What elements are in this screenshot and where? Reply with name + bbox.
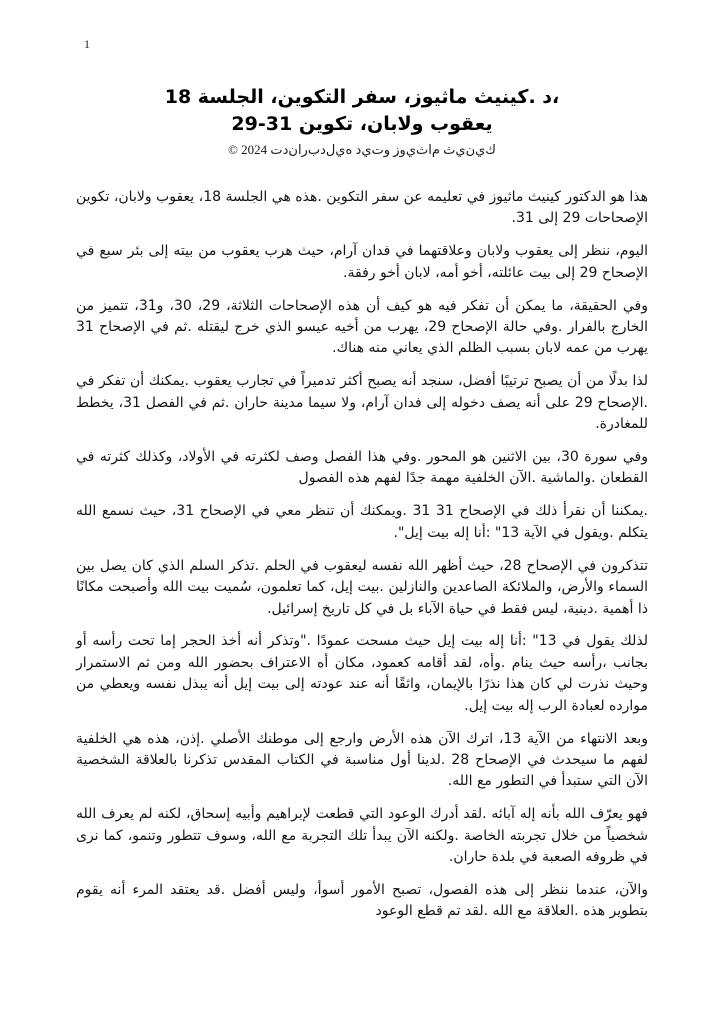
paragraph: وبعد الانتهاء من الآية 13، اترك الآن هذه الأرض وارجع إلى موطنك الأصلي .إذن، هذه هي الخلفية لفهم ما سيحدث في الإصحاح 28 .لدينا أول مناسبة في الكتاب المقدس تذكرنا بالعلاقة الشخصية الآن التي ستبدأ في التطور مع الله. — [76, 730, 648, 790]
body-text — [76, 187, 648, 923]
paragraph: هذا هو الدكتور كينيث ماثيوز في تعليمه عن سفر التكوين .هذه هي الجلسة 18، يعقوب ولابان، تكوين الإصحاحات 29 إلى 31. — [76, 189, 648, 227]
document-title — [76, 84, 648, 138]
title-line-2: يعقوب ولابان، تكوين 31-29 — [231, 113, 493, 135]
page-number: 1 — [84, 37, 90, 51]
paragraph: لذا بدلًا من أن يصبح ترتيبًا أفضل، سنجد أنه يصبح أكثر تدميراً في تجارب يعقوب .يمكنك أن تفكر في .الإصحاح 29 على أنه يصف دخوله إلى فدان آرام، ولا سيما مدينة حاران .ثم في الفصل 31، يخطط للمغادرة. — [76, 373, 648, 433]
paragraph: اليوم، ننظر إلى يعقوب ولابان وعلاقتهما في فدان آرام، حيث هرب يعقوب من بيته إلى بئر سبع في الإصحاح 29 إلى بيت عائلته، أخو أمه، لابان أخو رفقة. — [76, 243, 648, 281]
paragraph: والآن، عندما ننظر إلى هذه الفصول، تصبح الأمور أسوأ، وليس أفضل .قد يعتقد المرء أنه يقوم بتطوير هذه .العلاقة مع الله .لقد تم قطع الوعود — [76, 881, 648, 920]
paragraph: وفي الحقيقة، ما يمكن أن تفكر فيه هو كيف أن هذه الإصحاحات الثلاثة، 29، 30، و31، تتميز من الخارج بالفرار .وفي حالة الإصحاح 29، يهرب من أخيه عيسو الذي خرج ليقتله .ثم في الإصحاح 31 يهرب من عمه لابان بسبب الظلم الذي يعاني منه هناك. — [76, 297, 648, 357]
paragraph: .يمكننا أن نقرأ ذلك في الإصحاح 31 31 .ويمكنك أن تنظر معي في الإصحاح 31، حيث نسمع الله يتكلم .ويقول في الآية 13" :أنا إله بيت إيل". — [76, 503, 648, 541]
title-line-1: ،د .كينيث ماثيوز، سفر التكوين، الجلسة 18 — [164, 86, 560, 108]
paragraph: وفي سورة 30، بين الاثنين هو المحور .وفي هذا الفصل وصف لكثرته في الأولاد، وكذلك كثرته في القطعان .والماشية .الآن الخلفية مهمة جدًا لفهم هذه الفصول — [76, 449, 648, 487]
paragraph: فهو يعرّف الله بأنه إله آبائه .لقد أدرك الوعود التي قطعت لإبراهيم وأبيه إسحاق، لكنه لم يعرف الله شخصياً من خلال تجربته الخاصة .ولكنه الآن يبدأ تلك التجربة مع الله، وسوف تتطور وتنمو، كما نرى في ظروفه الصعبة في بلدة حاران. — [76, 806, 648, 866]
copyright-line: ك‌ي‌ن‌ي‌ث م‌ا‌ث‌ي‌و‌ز و‌ت‌ي‌د ه‌ي‌ل‌د‌ب‌ر‌ا‌ن‌د‌ت 2024 © — [227, 142, 497, 157]
page-content — [76, 84, 648, 934]
paragraph: لذلك يقول في 13" :أنا إله بيت إيل حيث مسحت عمودًا ."وتذكر أنه أخذ الحجر إما تحت رأسه أو بجانب ،رأسه حيث ينام .وأه، لقد أقامه كعمود، مكان أه الاعتراف بحضور الله ومن ثم الاستمرار وحيث نذرت لي كان هذا نذرًا بالإيمان، واثقًا أنه عند عودته إلى بيت إيل أنه يبذل نفسه ويعطي من موارده لعبادة الرب إله بيت إيل. — [76, 633, 648, 714]
paragraph: تتذكرون في الإصحاح 28، حيث أظهر الله نفسه ليعقوب في الحلم .تذكر السلم الذي كان يصل بين السماء والأرض، والملائكة الصاعدين والنازلين .بيت إيل، كما تعلمون، سُميت بيت الله وأصبحت مكانًا ذا أهمية .دينية، ليس فقط في حياة الآباء بل في كل تاريخ إسرائيل. — [76, 557, 649, 617]
